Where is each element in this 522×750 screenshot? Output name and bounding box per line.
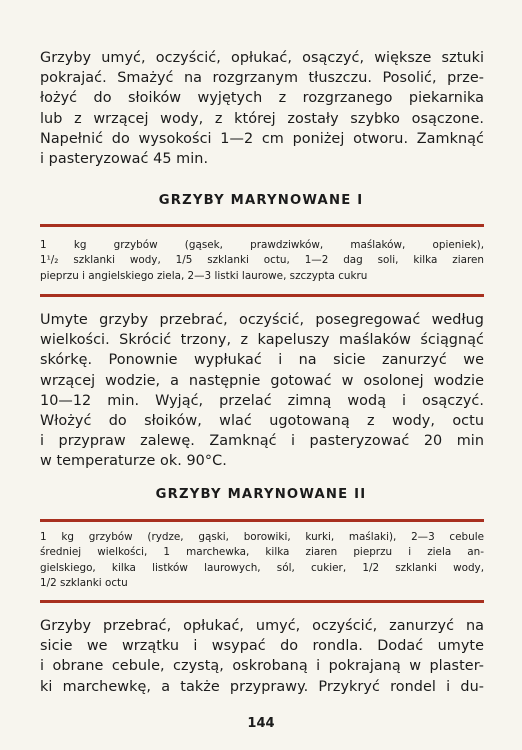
text-line: Grzyby przebrać, opłukać, umyć, oczyścić, zanurzyć na [40,618,484,634]
text-line: lub z wrzącej wody, z której zostały szybko osączone. [40,110,484,127]
rule-divider [40,600,484,603]
text-line: Grzyby umyć, oczyścić, opłukać, osączyć, większe sztuki [40,50,484,66]
ingredient-line: gielskiego, kilka listków laurowych, sól, cukier, 1/2 szklanki wody, [40,561,484,574]
rule-divider [40,519,484,522]
recipe-1-title: GRZYBY MARYNOWANE I [158,193,364,208]
text-line: i przypraw zalewę. Zamknąć i pasteryzować 20 min [40,433,484,450]
text-line: 10—12 min. Wyjąć, przelać zimną wodą i osączyć. [40,392,484,409]
rule-divider [40,224,484,227]
recipe-1-ingredients [40,238,484,284]
ingredient-line: 1 kg grzybów (gąsek, prawdziwków, maślaków, opieniek), [40,239,484,251]
text-line: Włożyć do słoików, wlać ugotowaną z wody, octu [40,413,484,430]
recipe-2-method [40,616,484,697]
ingredient-line: pieprzu i angielskiego ziela, 2—3 listki laurowe, szczypta cukru [40,269,368,282]
ingredient-line: 1¹/₂ szklanki wody, 1/5 szklanki octu, 1—2 dag soli, kilka ziaren [40,254,484,267]
text-line: skórkę. Ponownie wypłukać i na sicie zanurzyć we [40,352,484,369]
text-line: Napełnić do wysokości 1—2 cm poniżej otworu. Zamknąć [40,130,484,147]
text-line: sicie we wrzątku i wsypać do rondla. Dodać umyte [40,638,484,655]
text-line: łożyć do słoików wyjętych z rozgrzanego piekarnika [40,90,484,107]
text-line: w temperaturze ok. 90°C. [40,453,227,470]
ingredient-line: średniej wielkości, 1 marchewka, kilka ziaren pieprzu i ziela an- [40,546,484,559]
text-line: i pasteryzować 45 min. [40,151,209,168]
text-line: ki marchewkę, a także przyprawy. Przykryć rondel i du- [40,678,484,695]
text-line: wrzącej wodzie, a następnie gotować w osolonej wodzie [40,372,484,389]
recipe-2-ingredients [40,530,484,592]
recipe-1-method [40,310,484,472]
ingredient-line: 1/2 szklanki octu [40,577,128,590]
text-line: Umyte grzyby przebrać, oczyścić, posegregować według [40,312,484,328]
page-number: 144 [247,716,275,731]
rule-divider [40,294,484,297]
ingredient-line: 1 kg grzybów (rydze, gąski, borowiki, kurki, maślaki), 2—3 cebule [40,531,484,543]
recipe-2-title: GRZYBY MARYNOWANE II [155,487,367,502]
text-line: pokrajać. Smażyć na rozgrzanym tłuszczu. Posolić, prze- [40,70,484,87]
intro-paragraph [40,48,484,169]
text-line: i obrane cebule, czystą, oskrobaną i pokrajaną w plaster- [40,658,484,675]
text-line: wielkości. Skrócić trzony, z kapeluszy maślaków ściągnąć [40,332,484,349]
